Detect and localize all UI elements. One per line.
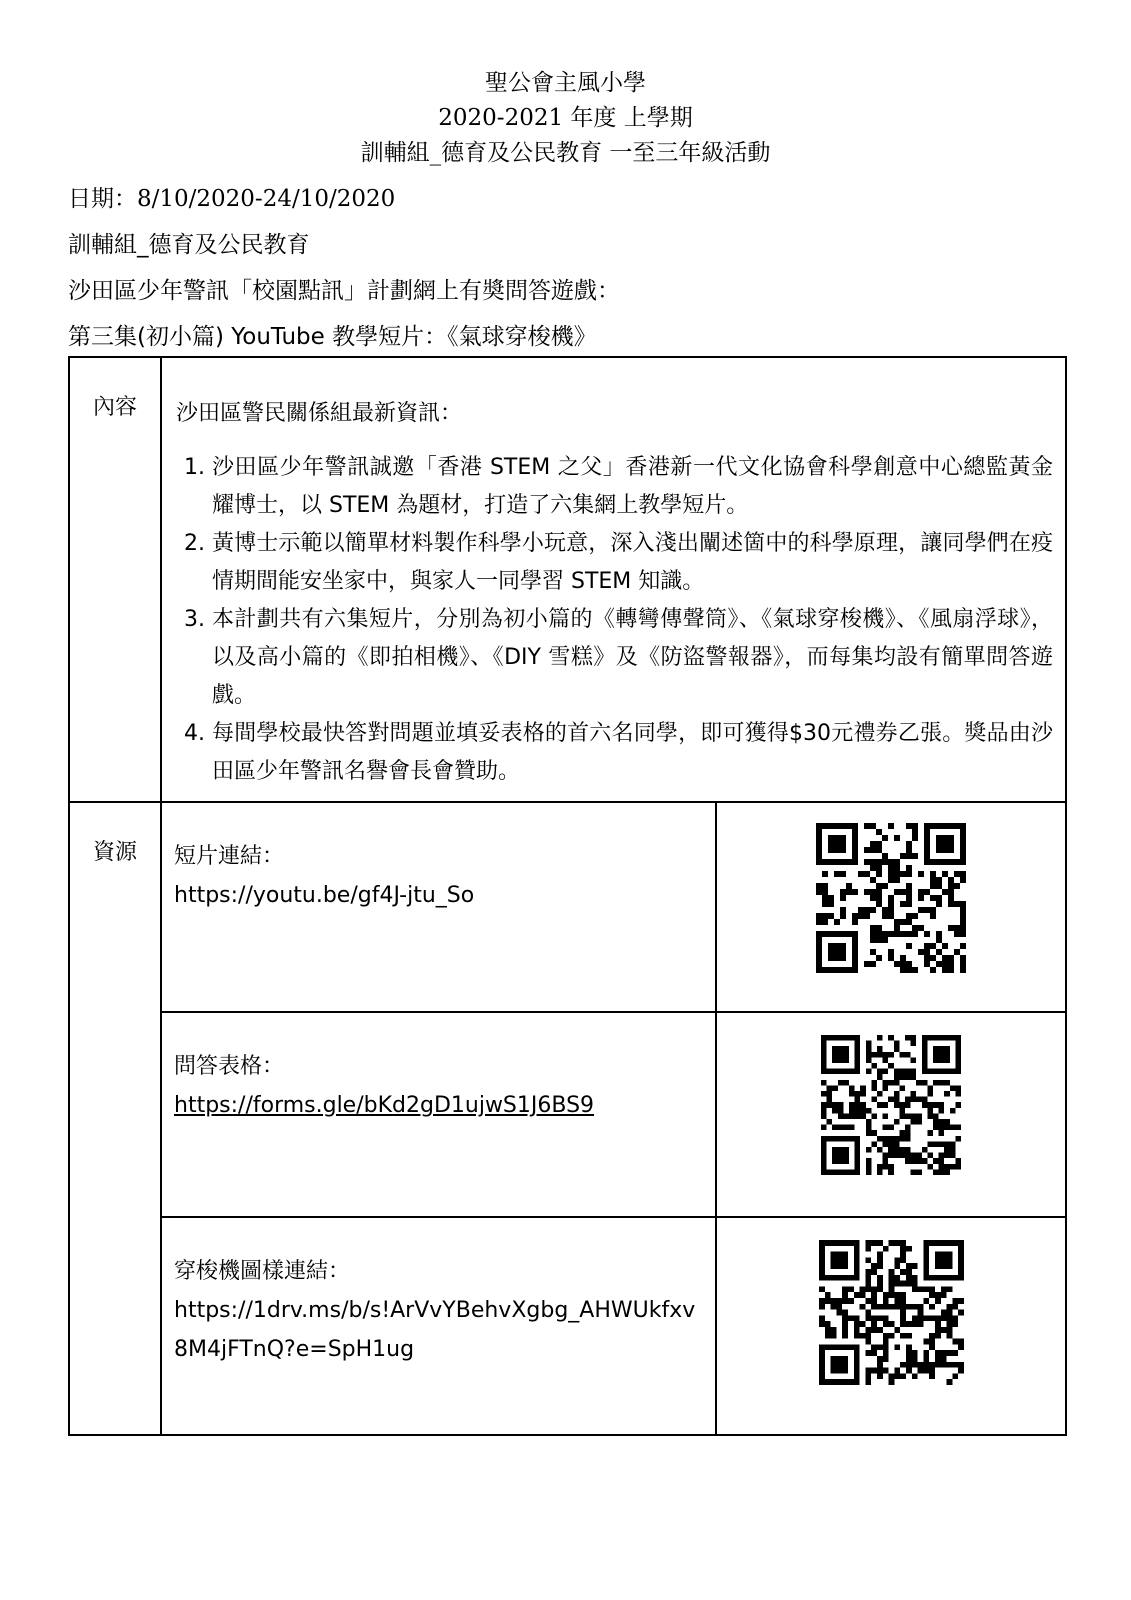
video-link-title: 短片連結：	[174, 844, 285, 869]
resource-row-form	[69, 1012, 1066, 1217]
form-link-cell	[161, 1012, 716, 1217]
content-label: 內容	[69, 357, 161, 802]
info-table	[68, 356, 1067, 1436]
video-link[interactable]: https://youtu.be/gf4J-jtu_So	[174, 883, 475, 908]
form-link[interactable]: https://forms.gle/bKd2gD1ujwS1J6BS9	[174, 1093, 595, 1118]
resource-row-pattern	[69, 1217, 1066, 1435]
department-line: 訓輔組_德育及公民教育	[68, 232, 310, 258]
pattern-qr-cell	[716, 1217, 1066, 1435]
list-item: 1. 沙田區少年警訊誠邀「香港 STEM 之父」香港新一代文化協會科學創意中心總監黃金耀博士，以 STEM 為題材，打造了六集網上教學短片。	[212, 449, 1053, 525]
resources-label: 資源	[69, 802, 161, 1435]
qr-code-icon	[821, 1035, 961, 1175]
content-cell	[161, 357, 1066, 802]
video-link-cell	[161, 802, 716, 1012]
date-line: 日期：8/10/2020-24/10/2020	[68, 186, 396, 212]
list-item: 3. 本計劃共有六集短片，分別為初小篇的《轉彎傳聲筒》、《氣球穿梭機》、《風扇浮球》，以及高小篇的《即拍相機》、《DIY 雪糕》及《防盜警報器》，而每集均設有簡單問答遊戲。	[212, 601, 1053, 715]
video-qr-cell	[716, 802, 1066, 1012]
pattern-link-title: 穿梭機圖樣連結：	[174, 1259, 351, 1284]
pattern-link-cell	[161, 1217, 716, 1435]
content-list	[176, 449, 1053, 791]
form-qr-cell	[716, 1012, 1066, 1217]
episode-line: 第三集(初小篇) YouTube 教學短片：《氣球穿梭機》	[68, 324, 597, 350]
form-link-title: 問答表格：	[174, 1054, 285, 1079]
qr-code-icon	[816, 823, 966, 973]
content-intro: 沙田區警民關係組最新資訊：	[176, 401, 463, 426]
school-term: 2020-2021 年度 上學期	[438, 105, 693, 131]
program-line: 沙田區少年警訊「校園點訊」計劃網上有奬問答遊戲：	[68, 278, 620, 304]
list-item: 2. 黃博士示範以簡單材料製作科學小玩意，深入淺出闡述箇中的科學原理，讓同學們在疫情期間能安坐家中，與家人一同學習 STEM 知識。	[212, 525, 1053, 601]
pattern-link[interactable]: https://1drv.ms/b/s!ArVvYBehvXgbg_AHWUkfxv8M4jFTnQ?e=SpH1ug	[174, 1298, 696, 1362]
activity-title: 訓輔組_德育及公民教育 一至三年級活動	[360, 140, 771, 166]
school-name: 聖公會主風小學	[485, 70, 646, 96]
qr-code-icon	[819, 1240, 964, 1385]
list-item: 4. 每間學校最快答對問題並填妥表格的首六名同學，即可獲得$30元禮券乙張。獎品由沙田區少年警訊名譽會長會贊助。	[212, 715, 1053, 791]
resource-row-video	[69, 802, 1066, 1012]
content-row	[69, 357, 1066, 802]
document-header	[0, 66, 1131, 171]
